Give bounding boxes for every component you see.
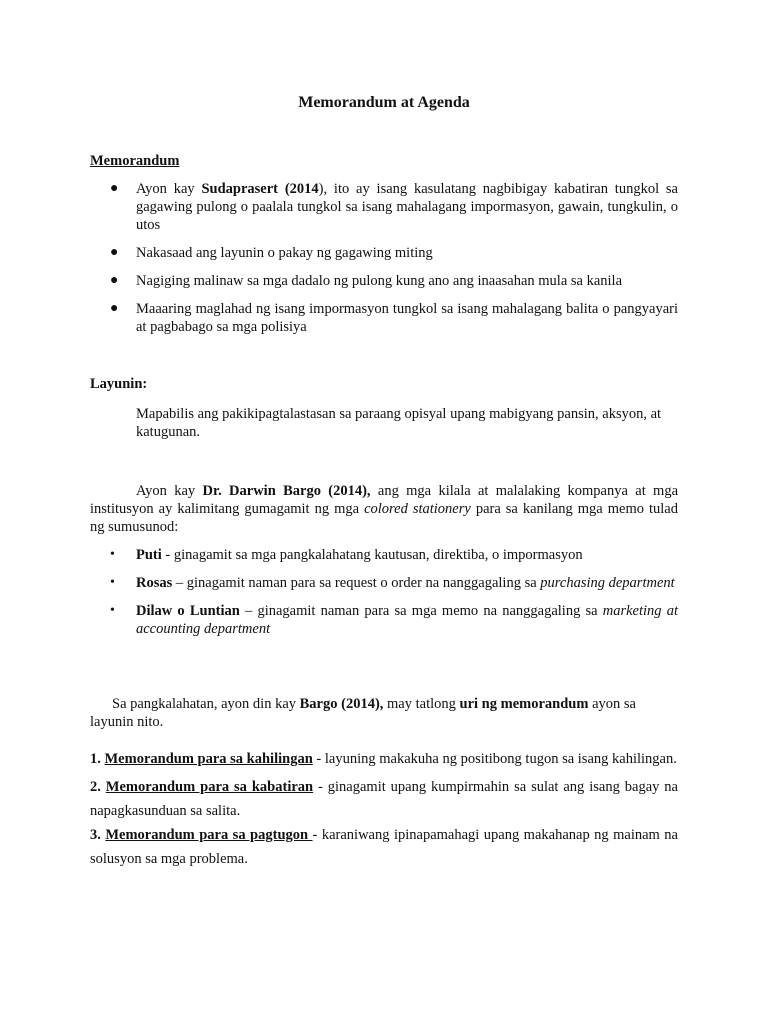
color-bullet-list xyxy=(90,546,678,638)
item-desc: - ginagamit upang kumpirmahin sa sulat ang isang bagay na napagkasunduan sa salita. xyxy=(90,779,678,819)
types-author: Bargo (2014), xyxy=(299,696,384,712)
item-desc: - layuning makakuha ng positibong tugon sa isang kahilingan. xyxy=(312,751,677,767)
color-desc: ginagamit sa mga pangkalahatang kautusan, direktiba, o impormasyon xyxy=(173,547,583,563)
color-name: Rosas xyxy=(136,575,173,591)
color-name: Puti xyxy=(136,547,162,563)
list-item xyxy=(90,750,678,769)
bullet-text: Maaaring maglahad ng isang impormasyon tungkol sa isang mahalagang balita o pangyayari at pagbabago sa mga polisiya xyxy=(136,301,678,335)
bargo-post: para sa kanilang mga memo tulad ng sumusunod: xyxy=(90,501,678,535)
types-pre: Sa pangkalahatan, ayon din kay xyxy=(112,696,300,712)
list-item xyxy=(90,180,678,234)
types-mid: may tatlong xyxy=(383,696,460,712)
color-desc: ginagamit naman para sa mga memo na nanggagaling sa xyxy=(257,603,603,619)
color-sep: – xyxy=(239,603,258,619)
item-number: 1. xyxy=(90,751,105,767)
bullet-text-bold: Sudaprasert (2014 xyxy=(201,181,319,197)
list-item xyxy=(90,823,678,871)
list-item xyxy=(90,602,678,638)
bullet-text-pre: Ayon kay xyxy=(136,181,202,197)
bullet-icon: • xyxy=(110,547,115,562)
item-desc: - karaniwang ipinapamahagi upang makahanap ng mainam na solusyon sa mga problema. xyxy=(90,827,678,867)
memorandum-bullet-list xyxy=(90,180,678,336)
bullet-icon: ● xyxy=(110,301,119,316)
bullet-icon: • xyxy=(110,603,115,618)
types-bold-term: uri ng memorandum xyxy=(459,696,589,712)
layunin-section xyxy=(90,375,678,441)
bullet-text: Nakasaad ang layunin o pakay ng gagawing miting xyxy=(136,245,433,261)
memorandum-section xyxy=(90,152,678,346)
color-desc: ginagamit naman para sa request o order na nanggagaling sa xyxy=(186,575,541,591)
item-number: 3. xyxy=(90,827,106,843)
list-item xyxy=(90,272,678,290)
types-post: ayon sa layunin nito. xyxy=(90,696,636,730)
bullet-icon: ● xyxy=(110,181,119,196)
item-name: Memorandum para sa pagtugon xyxy=(105,827,313,843)
bullet-icon: • xyxy=(110,575,115,590)
item-number: 2. xyxy=(90,779,106,795)
bullet-text-post: ), ito ay isang kasulatang nagbibigay kabatiran tungkol sa gagawing pulong o paalala tungkol sa isang mahalagang impormasyon, gawain, tungkulin, o utos xyxy=(136,181,678,233)
color-desc-italic: purchasing department xyxy=(540,575,675,591)
item-name: Memorandum para sa kahilingan xyxy=(104,751,313,767)
layunin-text: Mapabilis ang pakikipagtalastasan sa paraang opisyal upang mabigyang pansin, aksyon, at katugunan. xyxy=(136,406,662,440)
memo-types-list xyxy=(90,750,678,871)
list-item xyxy=(90,300,678,336)
memorandum-heading: Memorandum xyxy=(90,153,180,169)
list-item xyxy=(90,244,678,262)
color-sep: - xyxy=(161,547,174,563)
bargo-author: Dr. Darwin Bargo (2014), xyxy=(202,483,371,499)
list-item xyxy=(90,546,678,564)
bargo-mid: ang mga kilala at malalaking kompanya at mga institusyon ay kalimitang gumagamit ng mga xyxy=(90,483,679,517)
bargo-paragraph xyxy=(90,482,678,536)
bullet-text: Nagiging malinaw sa mga dadalo ng pulong kung ano ang inaasahan mula sa kanila xyxy=(136,273,623,289)
layunin-heading: Layunin: xyxy=(90,376,148,392)
item-name: Memorandum para sa kabatiran xyxy=(105,779,314,795)
bargo-italic: colored stationery xyxy=(364,501,471,517)
color-name: Dilaw o Luntian xyxy=(136,603,240,619)
bullet-icon: ● xyxy=(110,245,119,260)
types-paragraph xyxy=(90,695,678,731)
bullet-icon: ● xyxy=(110,273,119,288)
list-item xyxy=(90,775,678,823)
document-title: Memorandum at Agenda xyxy=(298,94,470,111)
color-list-section xyxy=(90,546,678,648)
color-desc-italic: marketing at accounting department xyxy=(136,603,678,637)
color-sep: – xyxy=(172,575,187,591)
list-item xyxy=(90,574,678,592)
bargo-pre: Ayon kay xyxy=(136,483,203,499)
